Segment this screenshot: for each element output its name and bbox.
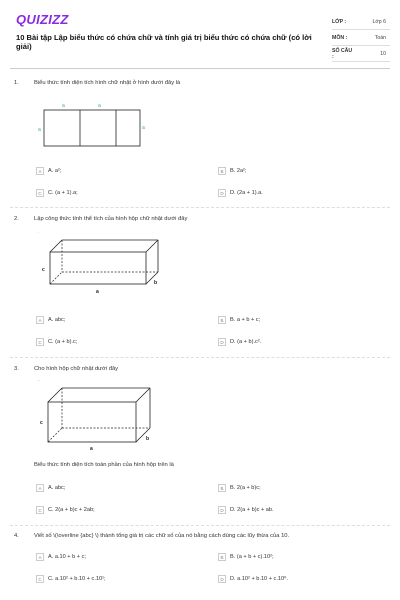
meta-key: LỚP : [332, 18, 347, 25]
option-letter: D [218, 575, 226, 583]
option-letter: D [218, 506, 226, 514]
question-number: 3. [14, 366, 19, 372]
document-title: 10 Bài tập Lập biểu thức có chứa chữ và tính giá trị biểu thức có chứa chữ (có lời giải) [16, 33, 312, 51]
option-c[interactable] [36, 338, 77, 346]
header-divider [10, 68, 390, 69]
figure-label-left: a [38, 127, 41, 133]
question-subtext: Biểu thức tính diện tích toàn phần của hình hộp trên là [34, 462, 174, 468]
option-text: C. (a + b).c; [48, 339, 78, 345]
option-text: A. abc; [48, 485, 66, 491]
meta-row-class [332, 14, 390, 30]
option-letter: A [36, 553, 44, 561]
cuboid-edge [50, 240, 62, 252]
figure-marker: . [38, 230, 40, 234]
option-c[interactable] [36, 506, 95, 514]
option-text: B. (a + b + c).10²; [230, 554, 274, 560]
cuboid-front-face [48, 402, 136, 442]
meta-row-count [332, 46, 390, 62]
question-separator [10, 207, 390, 208]
cuboid-hidden-edge [50, 272, 62, 284]
meta-panel [332, 14, 390, 62]
option-d[interactable] [218, 338, 261, 346]
figure-label-length: a [96, 289, 99, 295]
option-letter: A [36, 316, 44, 324]
option-letter: C [36, 338, 44, 346]
rectangle-figure [36, 98, 156, 150]
cuboid-edge [146, 240, 158, 252]
option-a[interactable] [36, 484, 65, 492]
option-text: D. (a + b).c². [230, 339, 262, 345]
meta-key: SỐ CÂU : [332, 47, 353, 60]
option-text: B. 2a²; [230, 168, 247, 174]
question-text: Biểu thức tính diện tích hình chữ nhật ở hình dưới đây là [34, 80, 181, 86]
option-d[interactable] [218, 575, 288, 583]
figure-label-length: a [90, 446, 93, 452]
meta-value: Toán [374, 34, 386, 41]
option-text: C. (a + 1).a; [48, 190, 78, 196]
figure-label-top2: a [98, 103, 101, 109]
option-text: D. a.10² + b.10 + c.10⁰. [230, 576, 288, 582]
figure-label-height: c [40, 420, 43, 426]
option-text: A. abc; [48, 317, 66, 323]
option-d[interactable] [218, 506, 274, 514]
question-text: Cho hình hộp chữ nhật dưới đây [34, 366, 119, 372]
option-c[interactable] [36, 575, 106, 583]
option-b[interactable] [218, 553, 274, 561]
option-a[interactable] [36, 553, 86, 561]
question-number: 1. [14, 80, 19, 86]
question-text: Viết số \(\overline {abc} \) thành tổng giá trị các chữ số của nó bằng cách dùng các lũy thừa của 10. [34, 533, 290, 539]
meta-row-subject [332, 30, 390, 46]
figure-label-depth: b [154, 280, 158, 286]
question-separator [10, 357, 390, 358]
option-text: D. 2(a + b)c + ab. [230, 507, 274, 513]
option-letter: C [36, 575, 44, 583]
cuboid-figure [36, 378, 166, 454]
meta-value: Lớp 6 [372, 18, 386, 25]
option-letter: D [218, 189, 226, 197]
option-a[interactable] [36, 316, 65, 324]
option-text: D. (2a + 1).a. [230, 190, 263, 196]
option-letter: A [36, 484, 44, 492]
option-text: B. a + b + c; [230, 317, 261, 323]
figure-outline [44, 110, 140, 146]
option-text: A. a.10 + b + c; [48, 554, 86, 560]
cuboid-edge [48, 388, 62, 402]
option-letter: B [218, 316, 226, 324]
option-b[interactable] [218, 484, 261, 492]
quizizz-logo: QUIZIZZ [16, 12, 69, 27]
option-text: C. 2(a + b)c + 2ab; [48, 507, 95, 513]
option-letter: D [218, 338, 226, 346]
question-number: 2. [14, 216, 19, 222]
cuboid-hidden-edge [48, 428, 62, 442]
question-separator [10, 525, 390, 526]
question-text: Lập công thức tính thể tích của hình hộp chữ nhật dưới đây [34, 216, 188, 222]
option-b[interactable] [218, 167, 246, 175]
option-text: C. a.10² + b.10 + c.10¹; [48, 576, 106, 582]
figure-label-height: c [42, 267, 45, 273]
option-a[interactable] [36, 167, 61, 175]
cuboid-front-face [50, 252, 146, 284]
cuboid-figure [36, 230, 166, 304]
figure-label-right: a [142, 125, 145, 131]
option-letter: C [36, 189, 44, 197]
figure-marker: .. [38, 378, 41, 382]
option-c[interactable] [36, 189, 78, 197]
meta-key: MÔN : [332, 34, 348, 41]
option-letter: C [36, 506, 44, 514]
figure-label-top1: a [62, 103, 65, 109]
option-letter: A [36, 167, 44, 175]
option-text: B. 2(a + b)c; [230, 485, 261, 491]
option-d[interactable] [218, 189, 263, 197]
option-b[interactable] [218, 316, 260, 324]
option-letter: B [218, 553, 226, 561]
option-letter: B [218, 167, 226, 175]
question-number: 4. [14, 533, 19, 539]
option-text: A. a²; [48, 168, 62, 174]
cuboid-edge [136, 388, 150, 402]
figure-label-depth: b [146, 436, 150, 442]
option-letter: B [218, 484, 226, 492]
meta-value: 10 [380, 50, 386, 57]
